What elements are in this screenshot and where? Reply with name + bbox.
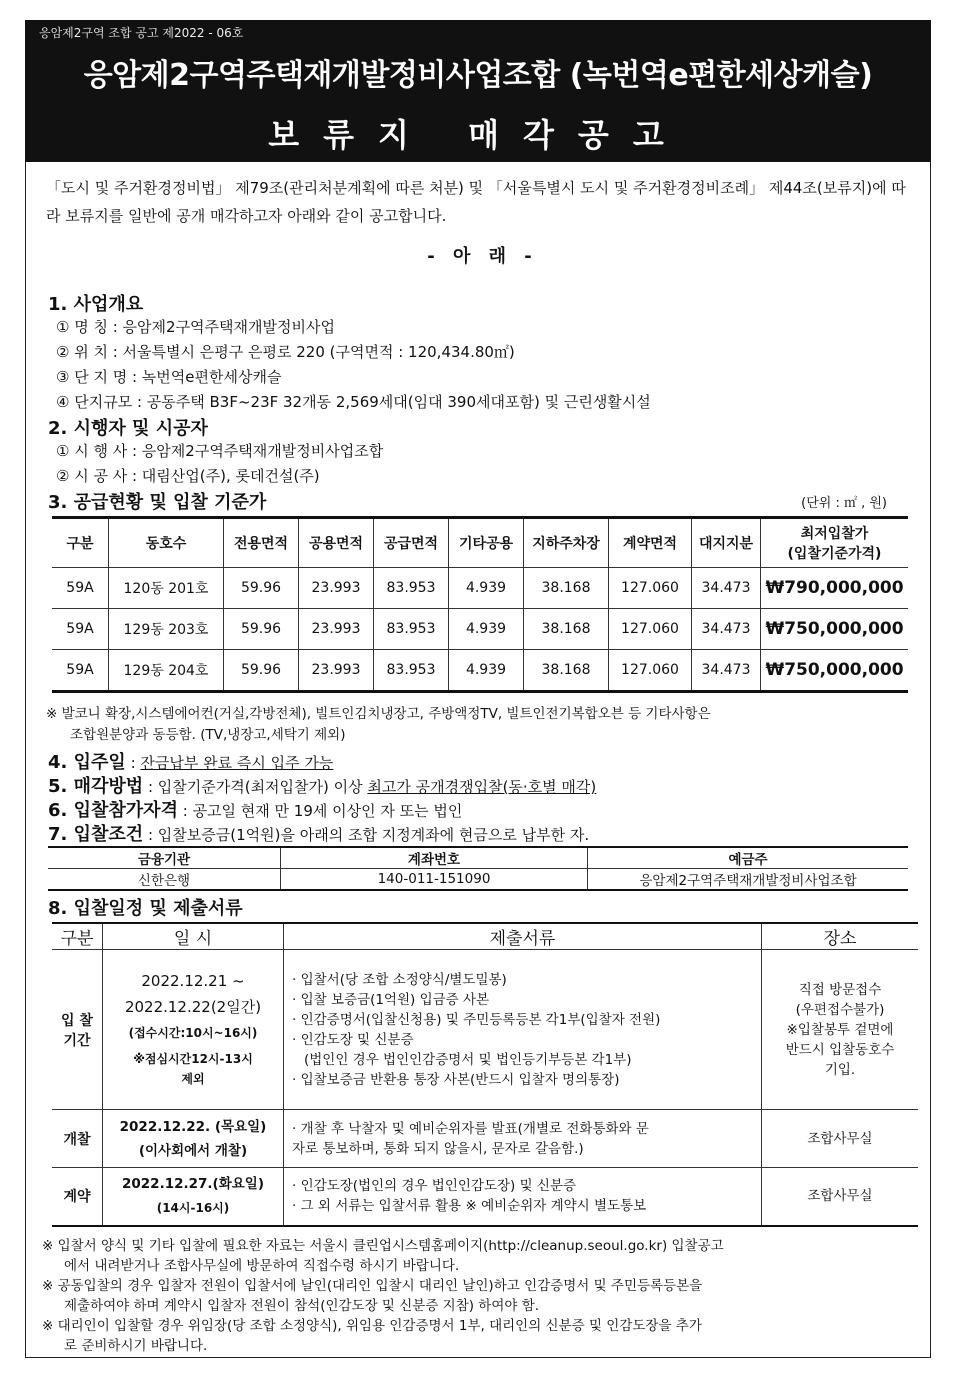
row-category: 입 찰 기간 xyxy=(52,950,103,1110)
section-6-title: 6. 입찰참가자격 xyxy=(48,800,178,821)
col-header: 대지지분 xyxy=(692,518,761,568)
col-header: 계약면적 xyxy=(609,518,692,568)
cell: 59.96 xyxy=(224,650,299,692)
col-header: 장소 xyxy=(762,923,919,950)
section-5 xyxy=(48,772,596,798)
section-7-title: 7. 입찰조건 xyxy=(48,824,144,845)
place-line: 기입. xyxy=(824,1061,856,1078)
sec1-line: ③ 단 지 명 : 녹번역e편한세상캐슬 xyxy=(56,368,282,386)
date-line: 2022.12.21 ~ xyxy=(141,971,245,990)
section-6-text: : 공고일 현재 만 19세 이상인 자 또는 법인 xyxy=(177,802,463,820)
cell: 127.060 xyxy=(609,568,692,609)
price-cell: ₩750,000,000 xyxy=(761,609,909,650)
col-header: 전용면적 xyxy=(224,518,299,568)
col-header: 공용면적 xyxy=(299,518,374,568)
col-header: 일 시 xyxy=(103,923,284,950)
section-5-emphasis: 최고가 공개경쟁입찰(동·호별 매각) xyxy=(367,778,597,796)
note-line: 에서 내려받거나 조합사무실에 방문하여 직접수령 하시기 바랍니다. xyxy=(64,1258,460,1274)
col-header: 기타공용 xyxy=(449,518,524,568)
supply-table xyxy=(52,516,908,693)
cell: 59A xyxy=(52,650,109,692)
cell: 23.993 xyxy=(299,650,374,692)
col-header-price xyxy=(761,518,909,568)
place-line: (우편접수불가) xyxy=(795,1001,885,1018)
account-holder-cell: 응암제2구역주택재개발정비사업조합 xyxy=(588,869,909,891)
note-line: ※ 공동입찰의 경우 입찰자 전원이 입찰서에 날인(대리인 입찰시 대리인 날인)하고 인감증명서 및 주민등록등본을 xyxy=(42,1278,703,1294)
note-line: ※ 발코니 확장,시스템에어컨(거실,각방전체), 빌트인김치냉장고, 주방액정TV, 빌트인전기복합오븐 등 기타사항은 xyxy=(46,706,711,722)
sec1-line: ① 명 칭 : 응암제2구역주택재개발정비사업 xyxy=(56,318,335,336)
cell: 127.060 xyxy=(609,650,692,692)
doc-item: 자로 통보하며, 통화 되지 않을시, 문자로 갈음함.) xyxy=(292,1140,584,1157)
col-header: 구분 xyxy=(52,518,109,568)
cell: 83.953 xyxy=(374,568,449,609)
footer-notes xyxy=(42,1236,724,1356)
cell: 4.939 xyxy=(449,568,524,609)
table-header-row xyxy=(52,518,908,568)
price-header-line1: 최저입찰가 xyxy=(800,526,869,542)
note-line: 제출하여야 하며 계약시 입찰자 전원이 참석(인감도장 및 신분증 지참) 하여야 함. xyxy=(64,1298,540,1314)
time-line: (접수시간:10시~16시) xyxy=(128,1025,258,1040)
row-category: 개찰 xyxy=(52,1110,103,1168)
note-line: 로 준비하시기 바랍니다. xyxy=(64,1338,208,1354)
doc-item: · 개찰 후 낙찰자 및 예비순위자를 발표(개별로 전화통화와 문 xyxy=(292,1120,649,1137)
open-dates xyxy=(103,1110,284,1168)
intro-paragraph: 「도시 및 주거환경정비법」 제79조(관리처분계획에 따른 처분) 및 「서울특별시 도시 및 주거환경정비조례」 제44조(보류지)에 따라 보류지를 일반에 공개 매각하고자 아래와 같이 공고합니다. xyxy=(46,179,906,225)
col-header: 지하주차장 xyxy=(524,518,609,568)
sec1-line: ② 위 치 : 서울특별시 은평구 은평로 220 (구역면적 : 120,434.80㎡) xyxy=(56,343,515,361)
col-header: 금융기관 xyxy=(48,847,281,869)
price-cell: ₩750,000,000 xyxy=(761,650,909,692)
col-header: 제출서류 xyxy=(284,923,762,950)
cell: 34.473 xyxy=(692,650,761,692)
doc-item: · 인감증명서(입찰신청용) 및 주민등록등본 각1부(입찰자 전원) xyxy=(292,1011,661,1028)
notice-number: 응암제2구역 조합 공고 제2022 - 06호 xyxy=(39,26,244,40)
unit-label: (단위 : ㎡ , 원) xyxy=(801,496,887,511)
section-6 xyxy=(48,796,462,822)
section-7-text: : 입찰보증금(1억원)을 아래의 조합 지정계좌에 현금으로 납부한 자. xyxy=(143,826,590,844)
col-header: 동호수 xyxy=(109,518,224,568)
col-header: 구분 xyxy=(52,923,103,950)
cell: 120동 201호 xyxy=(109,568,224,609)
section-5-title: 5. 매각방법 xyxy=(48,776,144,797)
doc-item: · 그 외 서류는 입찰서류 활용 ※ 예비순위자 계약시 별도통보 xyxy=(292,1198,647,1215)
sec2-line: ② 시 공 사 : 대림산업(주), 롯데건설(주) xyxy=(56,467,320,485)
cell: 59.96 xyxy=(224,609,299,650)
table-row xyxy=(52,568,908,609)
arae-heading: - 아 래 - xyxy=(427,246,538,267)
cell: 4.939 xyxy=(449,609,524,650)
note-line: ※ 입찰서 양식 및 기타 입찰에 필요한 자료는 서울시 클린업시스템홈페이지(http://cleanup.seoul.go.kr) 입찰공고 xyxy=(42,1238,724,1254)
note-line: 조합원분양과 동등함. (TV,냉장고,세탁기 제외) xyxy=(70,727,346,743)
open-documents xyxy=(284,1110,762,1168)
col-header: 공급면적 xyxy=(374,518,449,568)
cell: 38.168 xyxy=(524,650,609,692)
cell: 34.473 xyxy=(692,568,761,609)
place-line: 반드시 입찰동호수 xyxy=(785,1041,895,1058)
table-row xyxy=(52,950,918,1110)
doc-item: · 입찰보증금 반환용 통장 사본(반드시 입찰자 명의통장) xyxy=(292,1071,620,1088)
cell: 59A xyxy=(52,568,109,609)
doc-item: (법인인 경우 법인인감증명서 및 법인등기부등본 각1부) xyxy=(304,1051,632,1068)
cell: 23.993 xyxy=(299,609,374,650)
notice-header xyxy=(25,20,931,162)
account-table xyxy=(48,846,908,891)
col-header: 예금주 xyxy=(588,847,909,869)
doc-item: · 인감도장(법인의 경우 법인인감도장) 및 신분증 xyxy=(292,1178,577,1195)
section-1-title: 1. 사업개요 xyxy=(48,294,144,315)
row-category: 계약 xyxy=(52,1168,103,1226)
open-place: 조합사무실 xyxy=(762,1110,919,1168)
table-row xyxy=(52,609,908,650)
section-4-title: 4. 입주일 xyxy=(48,752,126,773)
notice-subtitle: 보류지 매각공고 xyxy=(268,116,688,154)
contract-documents xyxy=(284,1168,762,1226)
section-4 xyxy=(48,748,333,774)
price-header-line2: (입찰기준가격) xyxy=(787,546,882,562)
contract-dates xyxy=(103,1168,284,1226)
sec1-line: ④ 단지규모 : 공동주택 B3F~23F 32개동 2,569세대(임대 390세대포함) 및 근린생활시설 xyxy=(56,393,651,411)
section-8-title: 8. 입찰일정 및 제출서류 xyxy=(48,898,243,919)
bid-place xyxy=(762,950,919,1110)
bid-documents xyxy=(284,950,762,1110)
cell: 129동 204호 xyxy=(109,650,224,692)
account-number-cell: 140-011-151090 xyxy=(281,869,588,891)
cell: 23.993 xyxy=(299,568,374,609)
cell: 34.473 xyxy=(692,609,761,650)
lunch-line: 제외 xyxy=(181,1071,205,1086)
date-line: (14시-16시) xyxy=(156,1201,230,1216)
table-row xyxy=(52,1168,918,1226)
section-3-title: 3. 공급현황 및 입찰 기준가 xyxy=(48,492,267,513)
cell: 4.939 xyxy=(449,650,524,692)
date-line: (이사회에서 개찰) xyxy=(138,1142,248,1159)
doc-item: · 입찰서(당 조합 소정양식/별도밀봉) xyxy=(292,971,507,988)
date-line: 2022.12.22(2일간) xyxy=(124,997,262,1016)
table-row xyxy=(52,1110,918,1168)
price-cell: ₩790,000,000 xyxy=(761,568,909,609)
contract-place: 조합사무실 xyxy=(762,1168,919,1226)
section-7 xyxy=(48,820,589,846)
cell: 127.060 xyxy=(609,609,692,650)
place-line: ※입찰봉투 겉면에 xyxy=(786,1021,894,1038)
section-5-text: : 입찰기준가격(최저입찰가) 이상 xyxy=(143,778,368,796)
section-4-text: 잔금납부 완료 즉시 입주 가능 xyxy=(140,754,334,772)
table-header-row xyxy=(52,923,918,950)
sep: : xyxy=(125,754,141,772)
cell: 83.953 xyxy=(374,609,449,650)
cell: 59A xyxy=(52,609,109,650)
bid-dates xyxy=(103,950,284,1110)
cell: 129동 203호 xyxy=(109,609,224,650)
notice-title: 응암제2구역주택재개발정비사업조합 (녹번역e편한세상캐슬) xyxy=(83,58,873,93)
place-line: 직접 방문접수 xyxy=(798,981,882,998)
cell: 83.953 xyxy=(374,650,449,692)
date-line: 2022.12.27.(화요일) xyxy=(122,1176,264,1193)
note-line: ※ 대리인이 입찰할 경우 위임장(당 조합 소정양식), 위임용 인감증명서 1부, 대리인의 신분증 및 인감도장을 추가 xyxy=(42,1318,702,1334)
cell: 38.168 xyxy=(524,609,609,650)
table-row xyxy=(48,869,908,891)
date-line: 2022.12.22. (목요일) xyxy=(119,1118,267,1135)
schedule-table xyxy=(52,922,918,1227)
table-row xyxy=(52,650,908,692)
options-note xyxy=(46,704,711,746)
table-header-row xyxy=(48,847,908,869)
doc-item: · 인감도장 및 신분증 xyxy=(292,1031,414,1048)
doc-item: · 입찰 보증금(1억원) 입금증 사본 xyxy=(292,991,490,1008)
cell: 59.96 xyxy=(224,568,299,609)
col-header: 계좌번호 xyxy=(281,847,588,869)
section-2-title: 2. 시행자 및 시공자 xyxy=(48,418,208,439)
bank-cell: 신한은행 xyxy=(48,869,281,891)
lunch-line: ※점심시간12시-13시 xyxy=(133,1051,253,1066)
sec2-line: ① 시 행 사 : 응암제2구역주택재개발정비사업조합 xyxy=(56,442,384,460)
cell: 38.168 xyxy=(524,568,609,609)
